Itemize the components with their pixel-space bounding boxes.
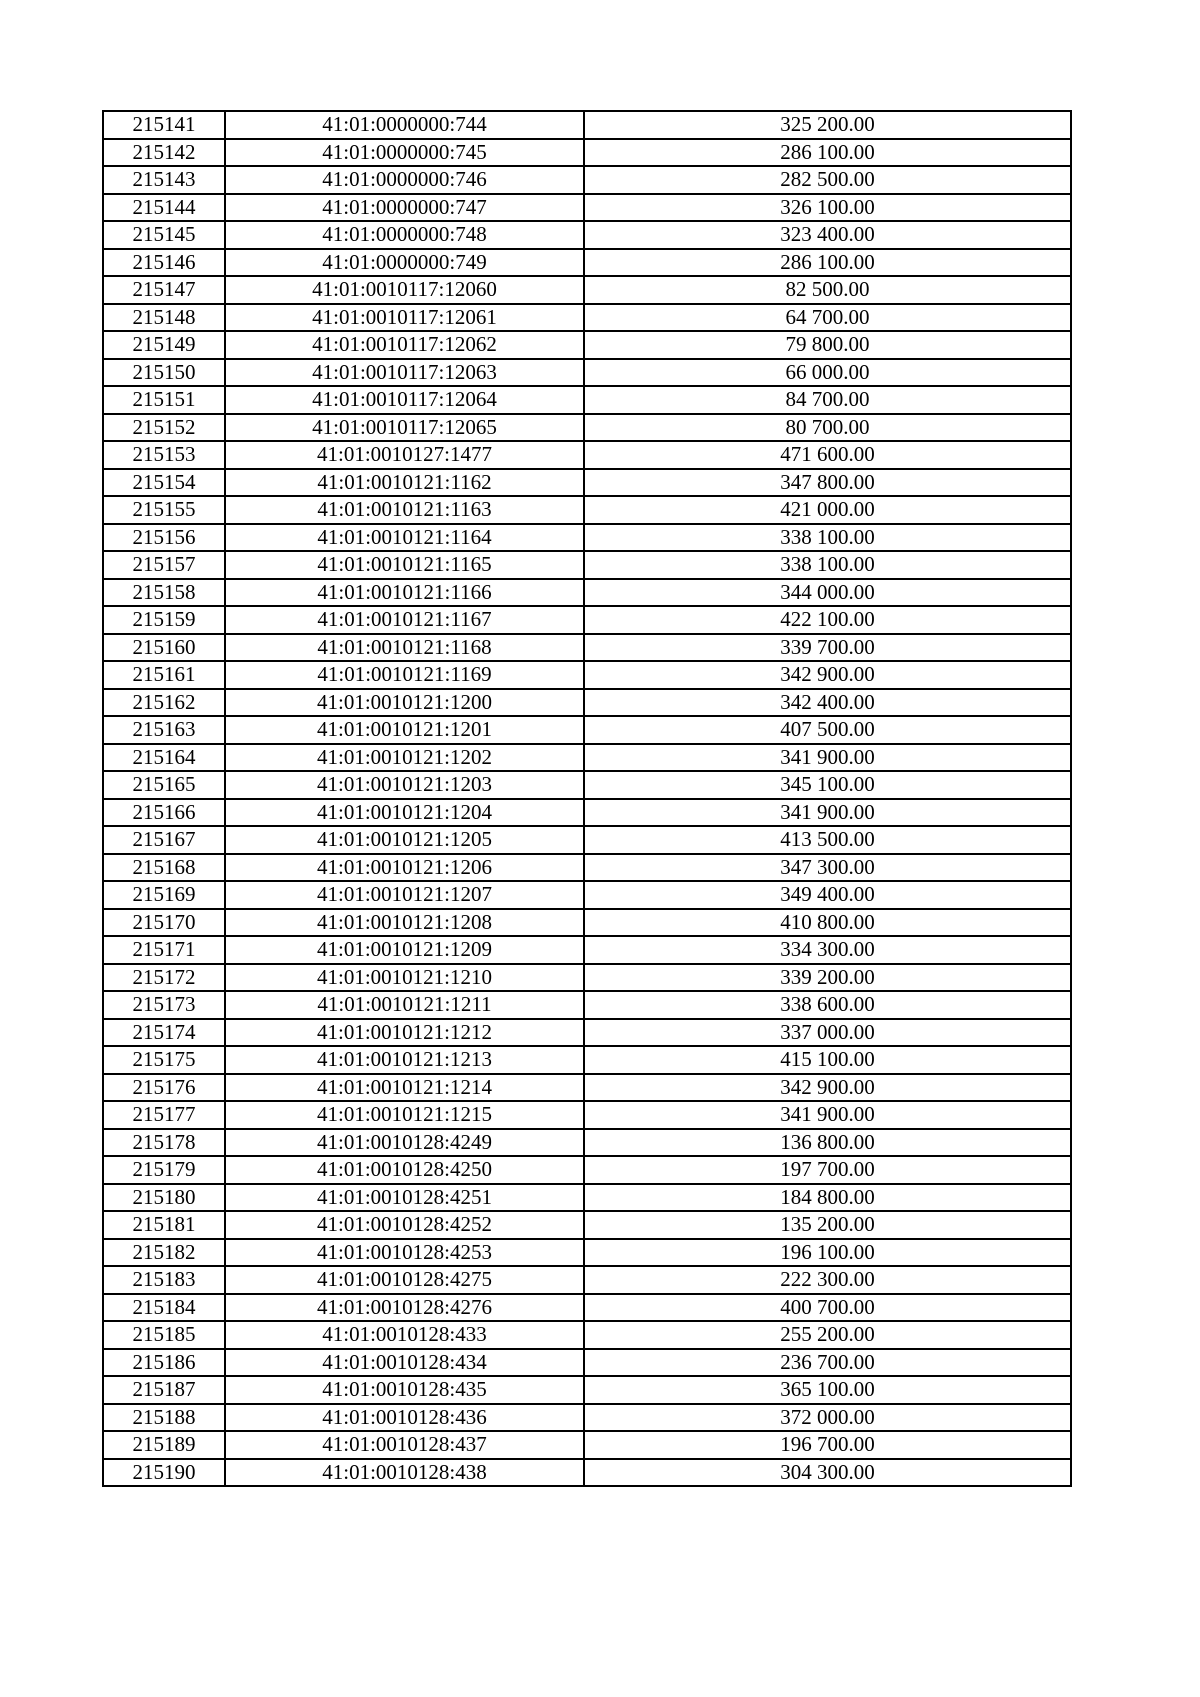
table-row [103,551,1071,579]
cadastral-value-cell: 341 900.00 [584,799,1071,827]
cadastral-value-cell: 184 800.00 [584,1184,1071,1212]
cadastral-number-cell: 41:01:0010121:1215 [225,1101,584,1129]
cadastral-number-cell: 41:01:0010121:1166 [225,579,584,607]
cadastral-value-cell: 422 100.00 [584,606,1071,634]
cadastral-number-cell: 41:01:0010128:433 [225,1321,584,1349]
cadastral-number-cell: 41:01:0010128:4251 [225,1184,584,1212]
row-number-cell: 215150 [103,359,225,387]
cadastral-value-cell: 372 000.00 [584,1404,1071,1432]
cadastral-value-cell: 196 700.00 [584,1431,1071,1459]
cadastral-number-cell: 41:01:0000000:747 [225,194,584,222]
row-number-cell: 215175 [103,1046,225,1074]
row-number-cell: 215155 [103,496,225,524]
cadastral-value-cell: 236 700.00 [584,1349,1071,1377]
cadastral-value-cell: 400 700.00 [584,1294,1071,1322]
row-number-cell: 215143 [103,166,225,194]
table-row [103,1074,1071,1102]
cadastral-value-cell: 337 000.00 [584,1019,1071,1047]
table-row [103,1294,1071,1322]
row-number-cell: 215146 [103,249,225,277]
row-number-cell: 215159 [103,606,225,634]
table-row [103,771,1071,799]
row-number-cell: 215176 [103,1074,225,1102]
table-row [103,1046,1071,1074]
cadastral-value-cell: 325 200.00 [584,111,1071,139]
cadastral-value-cell: 196 100.00 [584,1239,1071,1267]
cadastral-value-cell: 197 700.00 [584,1156,1071,1184]
cadastral-value-cell: 222 300.00 [584,1266,1071,1294]
row-number-cell: 215169 [103,881,225,909]
cadastral-value-cell: 304 300.00 [584,1459,1071,1487]
row-number-cell: 215156 [103,524,225,552]
row-number-cell: 215142 [103,139,225,167]
cadastral-number-cell: 41:01:0010121:1168 [225,634,584,662]
cadastral-value-cell: 342 400.00 [584,689,1071,717]
row-number-cell: 215185 [103,1321,225,1349]
row-number-cell: 215164 [103,744,225,772]
cadastral-number-cell: 41:01:0010128:4253 [225,1239,584,1267]
cadastral-value-cell: 345 100.00 [584,771,1071,799]
table-row [103,799,1071,827]
cadastral-number-cell: 41:01:0010128:437 [225,1431,584,1459]
table-row [103,524,1071,552]
table-row [103,936,1071,964]
row-number-cell: 215189 [103,1431,225,1459]
cadastral-number-cell: 41:01:0010117:12064 [225,386,584,414]
row-number-cell: 215190 [103,1459,225,1487]
row-number-cell: 215182 [103,1239,225,1267]
cadastral-value-cell: 341 900.00 [584,744,1071,772]
table-row [103,276,1071,304]
cadastral-number-cell: 41:01:0010128:4276 [225,1294,584,1322]
cadastral-number-cell: 41:01:0010121:1208 [225,909,584,937]
cadastral-value-cell: 338 600.00 [584,991,1071,1019]
cadastral-value-cell: 342 900.00 [584,1074,1071,1102]
cadastral-value-cell: 410 800.00 [584,909,1071,937]
cadastral-value-cell: 341 900.00 [584,1101,1071,1129]
table-row [103,1184,1071,1212]
row-number-cell: 215178 [103,1129,225,1157]
table-row [103,1156,1071,1184]
cadastral-number-cell: 41:01:0010121:1200 [225,689,584,717]
cadastral-number-cell: 41:01:0010121:1206 [225,854,584,882]
table-row [103,304,1071,332]
table-row [103,414,1071,442]
table-row [103,991,1071,1019]
cadastral-number-cell: 41:01:0010117:12062 [225,331,584,359]
cadastral-number-cell: 41:01:0010121:1214 [225,1074,584,1102]
table-row [103,441,1071,469]
row-number-cell: 215162 [103,689,225,717]
cadastral-number-cell: 41:01:0010121:1203 [225,771,584,799]
table-row [103,1376,1071,1404]
table-row [103,716,1071,744]
row-number-cell: 215141 [103,111,225,139]
row-number-cell: 215157 [103,551,225,579]
cadastral-number-cell: 41:01:0000000:745 [225,139,584,167]
row-number-cell: 215158 [103,579,225,607]
cadastral-value-cell: 282 500.00 [584,166,1071,194]
cadastral-value-cell: 349 400.00 [584,881,1071,909]
cadastral-number-cell: 41:01:0010121:1209 [225,936,584,964]
cadastral-number-cell: 41:01:0010121:1169 [225,661,584,689]
cadastral-value-cell: 347 300.00 [584,854,1071,882]
cadastral-value-cell: 64 700.00 [584,304,1071,332]
row-number-cell: 215173 [103,991,225,1019]
cadastral-value-cell: 80 700.00 [584,414,1071,442]
cadastral-value-cell: 135 200.00 [584,1211,1071,1239]
table-row [103,854,1071,882]
cadastral-value-cell: 421 000.00 [584,496,1071,524]
table-row [103,1349,1071,1377]
table-row [103,826,1071,854]
table-row [103,249,1071,277]
table-row [103,606,1071,634]
table-row [103,111,1071,139]
row-number-cell: 215151 [103,386,225,414]
row-number-cell: 215186 [103,1349,225,1377]
table-row [103,469,1071,497]
cadastral-number-cell: 41:01:0000000:749 [225,249,584,277]
cadastral-value-cell: 415 100.00 [584,1046,1071,1074]
table-row [103,1321,1071,1349]
table-row [103,1129,1071,1157]
table-row [103,1266,1071,1294]
cadastral-value-cell: 347 800.00 [584,469,1071,497]
row-number-cell: 215144 [103,194,225,222]
table-row [103,1431,1071,1459]
cadastral-number-cell: 41:01:0010117:12063 [225,359,584,387]
cadastral-number-cell: 41:01:0010121:1207 [225,881,584,909]
row-number-cell: 215154 [103,469,225,497]
row-number-cell: 215170 [103,909,225,937]
table-row [103,359,1071,387]
cadastral-number-cell: 41:01:0010121:1212 [225,1019,584,1047]
cadastral-value-cell: 339 200.00 [584,964,1071,992]
table-row [103,1459,1071,1487]
cadastral-number-cell: 41:01:0010121:1211 [225,991,584,1019]
cadastral-value-cell: 84 700.00 [584,386,1071,414]
cadastral-number-cell: 41:01:0000000:748 [225,221,584,249]
cadastral-value-cell: 471 600.00 [584,441,1071,469]
cadastral-value-cell: 323 400.00 [584,221,1071,249]
row-number-cell: 215183 [103,1266,225,1294]
table-row [103,1019,1071,1047]
cadastral-number-cell: 41:01:0000000:746 [225,166,584,194]
cadastral-value-cell: 407 500.00 [584,716,1071,744]
table-row [103,1404,1071,1432]
row-number-cell: 215168 [103,854,225,882]
row-number-cell: 215184 [103,1294,225,1322]
row-number-cell: 215181 [103,1211,225,1239]
cadastral-number-cell: 41:01:0010128:438 [225,1459,584,1487]
cadastral-value-cell: 342 900.00 [584,661,1071,689]
cadastral-value-cell: 255 200.00 [584,1321,1071,1349]
cadastral-number-cell: 41:01:0010121:1201 [225,716,584,744]
cadastral-number-cell: 41:01:0010121:1164 [225,524,584,552]
cadastral-number-cell: 41:01:0010117:12065 [225,414,584,442]
cadastral-value-cell: 286 100.00 [584,249,1071,277]
row-number-cell: 215153 [103,441,225,469]
cadastral-number-cell: 41:01:0010121:1163 [225,496,584,524]
cadastral-value-cell: 82 500.00 [584,276,1071,304]
cadastral-number-cell: 41:01:0010128:435 [225,1376,584,1404]
table-row [103,744,1071,772]
cadastral-value-cell: 344 000.00 [584,579,1071,607]
table-row [103,909,1071,937]
table-body [103,111,1071,1486]
cadastral-number-cell: 41:01:0010121:1202 [225,744,584,772]
table-row [103,1239,1071,1267]
cadastral-value-cell: 79 800.00 [584,331,1071,359]
cadastral-value-cell: 286 100.00 [584,139,1071,167]
row-number-cell: 215179 [103,1156,225,1184]
row-number-cell: 215172 [103,964,225,992]
cadastral-number-cell: 41:01:0010121:1165 [225,551,584,579]
cadastral-number-cell: 41:01:0010121:1167 [225,606,584,634]
table-row [103,964,1071,992]
table-row [103,221,1071,249]
cadastral-number-cell: 41:01:0010121:1213 [225,1046,584,1074]
cadastral-number-cell: 41:01:0010117:12060 [225,276,584,304]
cadastral-number-cell: 41:01:0010128:434 [225,1349,584,1377]
table-row [103,689,1071,717]
cadastral-value-cell: 338 100.00 [584,551,1071,579]
table-row [103,386,1071,414]
row-number-cell: 215160 [103,634,225,662]
cadastral-value-table [102,110,1072,1487]
cadastral-number-cell: 41:01:0000000:744 [225,111,584,139]
table-row [103,661,1071,689]
table-row [103,1211,1071,1239]
row-number-cell: 215149 [103,331,225,359]
cadastral-value-cell: 339 700.00 [584,634,1071,662]
table-row [103,194,1071,222]
row-number-cell: 215163 [103,716,225,744]
cadastral-number-cell: 41:01:0010128:4250 [225,1156,584,1184]
table-row [103,1101,1071,1129]
table-row [103,496,1071,524]
table-row [103,881,1071,909]
row-number-cell: 215188 [103,1404,225,1432]
row-number-cell: 215147 [103,276,225,304]
cadastral-value-cell: 326 100.00 [584,194,1071,222]
cadastral-number-cell: 41:01:0010121:1204 [225,799,584,827]
cadastral-number-cell: 41:01:0010127:1477 [225,441,584,469]
row-number-cell: 215145 [103,221,225,249]
table-row [103,139,1071,167]
cadastral-number-cell: 41:01:0010128:4249 [225,1129,584,1157]
row-number-cell: 215180 [103,1184,225,1212]
cadastral-value-cell: 334 300.00 [584,936,1071,964]
cadastral-number-cell: 41:01:0010121:1162 [225,469,584,497]
row-number-cell: 215171 [103,936,225,964]
cadastral-number-cell: 41:01:0010128:436 [225,1404,584,1432]
table-row [103,579,1071,607]
table-row [103,634,1071,662]
cadastral-value-cell: 136 800.00 [584,1129,1071,1157]
row-number-cell: 215161 [103,661,225,689]
row-number-cell: 215177 [103,1101,225,1129]
cadastral-value-cell: 365 100.00 [584,1376,1071,1404]
cadastral-number-cell: 41:01:0010121:1210 [225,964,584,992]
cadastral-number-cell: 41:01:0010117:12061 [225,304,584,332]
cadastral-number-cell: 41:01:0010121:1205 [225,826,584,854]
cadastral-value-cell: 338 100.00 [584,524,1071,552]
row-number-cell: 215166 [103,799,225,827]
cadastral-value-cell: 413 500.00 [584,826,1071,854]
cadastral-number-cell: 41:01:0010128:4275 [225,1266,584,1294]
row-number-cell: 215148 [103,304,225,332]
row-number-cell: 215152 [103,414,225,442]
row-number-cell: 215165 [103,771,225,799]
table-row [103,331,1071,359]
cadastral-value-cell: 66 000.00 [584,359,1071,387]
row-number-cell: 215174 [103,1019,225,1047]
row-number-cell: 215167 [103,826,225,854]
table-row [103,166,1071,194]
row-number-cell: 215187 [103,1376,225,1404]
cadastral-number-cell: 41:01:0010128:4252 [225,1211,584,1239]
